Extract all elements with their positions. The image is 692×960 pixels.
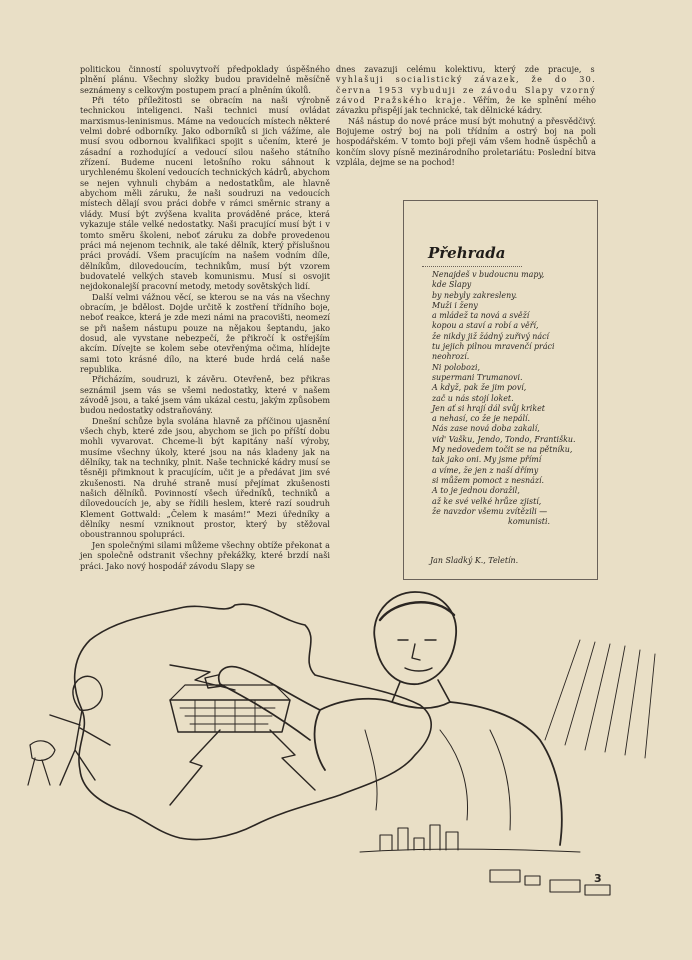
paragraph-text: Věřím, že ke splnění mého závazku přispějí jak technické, tak dělnické kádry. [336, 95, 596, 116]
poem-line: Jen ať si hrají dál svůj kriket [432, 403, 545, 413]
article-paragraph: Přicházím, soudruzi, k závěru. Otevřeně, bez přikras seznámil jsem vás se všemi nedostatky, které v našem závodě jsou, a také jsem vám ukázal cestu, jakým způsobem budou nedostatky odstraňovány. [80, 374, 330, 416]
poem-line: vid' Vašku, Jendo, Tondo, Františku. [432, 434, 576, 444]
poem-line: až ke své velké hrůze zjistí, [432, 496, 542, 506]
sun-rays [545, 640, 655, 758]
poem-line: supermani Trumanovi. [432, 372, 523, 382]
poem-author: Jan Sladký K., Teletín. [430, 556, 519, 565]
poem-line: a mládež ta nová a svěží [432, 311, 530, 321]
lightning-bolt [170, 730, 220, 805]
poem-line: Nenajdeš v budoucnu mapy, [432, 270, 545, 279]
pledge-text: s vyhlašuji socialistický závazek, že do 30. června 1953 vybuduji ze závodu Slapy vzorný závod Pražského kraje. [336, 64, 596, 106]
paragraph-text: dnes zavazuji celému kolektivu, který zde pracuje, [336, 64, 582, 74]
poem-line: že navzdor všemu zvítězili — [432, 506, 548, 516]
article-paragraph: politickou činností spoluvytvoří předpoklady úspěšného plnění plánu. Všechny složky budou pravidelně měsíčně seznámeny s celkovým postupem prací a plněním úkolů. [80, 64, 330, 95]
article-paragraph [336, 64, 596, 116]
poem-line: Ni polobozi, [432, 362, 481, 372]
poem-line: kopou a staví a robí a věří, [432, 321, 539, 331]
article-right-column [336, 64, 596, 167]
poem-line: A když, pak že jim poví, [432, 383, 527, 393]
caricature-figure [73, 676, 102, 710]
article-paragraph: Další velmi vážnou věcí, se kterou se na vás na všechny obracím, je bdělost. Dojde určitě k zostření třídního boje, neboť reakce, která je zde mezi námi na pracovišti, neomezí se při našem nástupu pouze na nějakou šeptandu, jako dosud, ale vyvstane nebezpečí, že přikročí k ostřejším akcím. Dívejte se kolem sebe otevřenýma očima, hlídejte sami toto krásné dílo, na které bude hrdá celá naše republika. [80, 291, 330, 374]
construction-vehicles [490, 870, 610, 895]
article-paragraph: Náš nástup do nové práce musí být mohutný a přesvědčivý. Bojujeme ostrý boj na poli třídním a ostrý boj na poli hospodářském. V tomto boji přeji vám všem hodně úspěchů a končím slovy písně mezinárodního proletariátu: Poslední bitva vzplála, dejme se na pochod! [336, 115, 596, 168]
worker-arm [219, 667, 320, 740]
poem-body [432, 270, 588, 527]
poem-line: tu jejich pilnou mravenčí práci [432, 342, 555, 352]
poem-line: komunisti. [508, 517, 550, 527]
article-left-column [80, 64, 330, 571]
country-map-outline [75, 604, 432, 839]
town-skyline [380, 825, 458, 850]
article-paragraph: Dnešní schůze byla svolána hlavně za příčinou ujasnění všech chyb, které zde jsou, abychom se jich po příští dobu mohli vyvarovat. Chceme-li být kapitány naší výroby, musíme všechny úkoly, které jsou na nás kladeny jak na dělníky, tak na techniky, plnit. Naše technické kádry musí se těsněji přimknout k pracujícím, učit je a předávat jim své zkušenosti. Na druhé straně musí přejímat zkušenosti našich dělníků. Povinností všech úředníků, techniků a dílovedoucích je, aby se řídili heslem, které razí soudruh Klement Gottwald: „Čelem k masám!“ Mezi úředníky a dělníky nesmí vzniknout prostor, který by stěžoval oboustrannou spolupráci. [80, 415, 330, 540]
poem-line: a víme, že jen z naší dřímy [432, 465, 539, 475]
article-paragraph: Jen společnými silami můžeme všechny obtíže překonat a jen společně odstranit všechny překážky, které brzdí naši práci. Jako nový hospodář závodu Slapy se [80, 539, 330, 571]
poem-line: kde Slapy [432, 280, 472, 290]
poem-line: neohrozí. [432, 352, 470, 362]
poem-line: si můžem pomoct z nesnází. [432, 475, 545, 485]
worker-torso [315, 699, 562, 845]
poem-line: Muži i ženy [432, 300, 478, 310]
article-paragraph: Při této příležitosti se obracím na naši výrobně technickou inteligenci. Naši technici musí ovládat marxismus-leninismus. Máme na vedoucích místech některé velmi dobré odborníky. Jako odborníků si jich vážíme, ale musí svou odbornou kvalifikaci spojit s učením, které je zásadní a rozhodující a vedoucí silou našeho státního zřízení. Budeme nuceni letošního roku sáhnout k urychlenému školení vedoucích technických kádrů, abychom se nejen vyhnuli chybám a nedostatkům, ale hlavně abychom měli záruku, že naši soudruzi na vedoucích místech dělají svou práci dobře v rámci směrnic strany a vlády. Musí být zvýšena kvalita prováděné práce, která vykazuje stále velké nedostatky. Naši pracující musí být i v tomto směru školeni, neboť záruku za dobře provedenou práci má nejenom technik, ale také dělník, který příslušnou práci provádí. Všem pracujícím na našem vodním díle, dělníkům, dilovedoucím, technikům, musí být vzorem budovatelé velkých staveb komunismu. Musí si osvojit nejdokonalejší pracovní metody, metody sovětských lidí. [80, 95, 330, 292]
poem-title: Přehrada [428, 244, 506, 262]
poem-line: My nedovedem točit se na pětníku, [432, 445, 573, 455]
poem-line: že nikdy již žádný zuřivý nácí [432, 331, 550, 341]
poem-line: zač u nás stojí loket. [432, 393, 514, 403]
poem-line: tak jako oni. My jsme přímí [432, 455, 542, 465]
poem-title-rule [422, 266, 522, 268]
page-number: 3 [594, 872, 602, 885]
poem-line: a nehasí, co že je nepálí. [432, 414, 531, 424]
poem-line: by nebyly zakresleny. [432, 290, 518, 300]
worker-dam-illustration [20, 580, 680, 920]
poem-line: A to je jednou doražil, [432, 486, 520, 496]
poem-line: Nás zase nová doba zakalí, [432, 424, 540, 434]
